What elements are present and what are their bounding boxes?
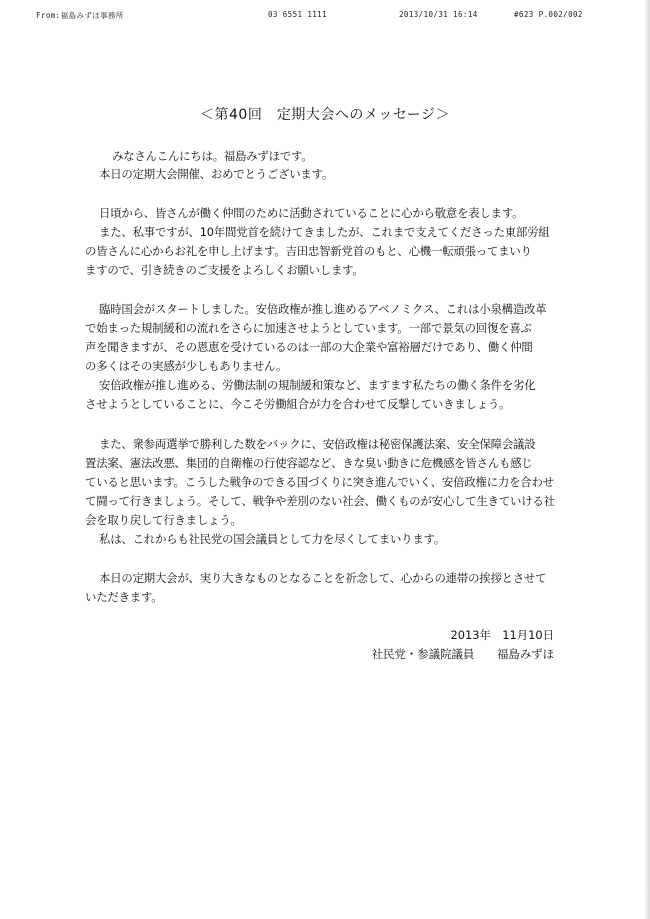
body-line: で始まった規制緩和の流れをさらに加速させようとしています。一部で景気の回復を喜ぶ [85,321,532,335]
body-line: 会を取り戻して行きましょう。 [85,513,242,527]
page-edge [644,0,650,919]
fax-header [0,10,650,24]
body-line: 日頃から、皆さんが働く仲間のために活動されていることに心から敬意を表します。 [99,206,524,220]
fax-phone: 03 6551 1111 [268,10,327,19]
body-line: の多くはその実感が少しもありません。 [85,359,288,373]
signature: 社民党・参議院議員 福島みずほ [371,647,554,661]
fax-datetime: 2013/10/31 16:14 [399,10,478,19]
body-line: て闘って行きましょう。そして、戦争や差別のない社会、働くものが安心して生きていける社 [85,494,555,508]
body-line: させようとしていることに、今こそ労働組合が力を合わせて反撃していきましょう。 [85,397,511,411]
fax-sender: From:福島みずほ事務所 [36,11,124,20]
body-line: ますので、引き続きのご支援をよろしくお願いします。 [85,263,364,277]
body-line: 本日の定期大会開催、おめでとうございます。 [99,167,334,181]
body-line: 私は、これからも社民党の国会議員として力を尽くしてまいります。 [99,532,445,546]
body-line: 本日の定期大会が、実り大きなものとなることを祈念して、心からの連帯の挨拶とさせて [99,571,547,585]
body-line: ていると思います。こうした戦争のできる国づくりに突き進んでいく、安倍政権に力を合わせ [85,475,554,489]
body-line: 安倍政権が推し進める、労働法制の規制緩和策など、ますます私たちの働く条件を劣化 [99,378,536,392]
body-line: また、衆参両選挙で勝利した数をバックに、安倍政権は秘密保護法案、安全保障会議設 [99,437,536,451]
fax-page-number: #623 P.002/002 [514,10,583,19]
body-line: いただきます。 [85,590,163,604]
document-title: ＜第40回 定期大会へのメッセージ＞ [200,107,450,123]
body-line: また、私事ですが、10年間党首を続けてきましたが、これまで支えてくださった東部労組 [99,225,550,239]
body-line: 置法案、憲法改悪、集団的自衛権の行使容認など、きな臭い動きに危機感を皆さんも感じ [85,456,533,470]
body-line: みなさんこんにちは。福島みずほです。 [112,149,313,163]
body-line: 声を聞きますが、その恩恵を受けているのは一部の大企業や富裕層だけであり、働く仲間 [85,340,533,354]
body-line: の皆さんに心からお礼を申し上げます。吉田忠智新党首のもと、心機一転頑張ってまいり [85,244,532,258]
body-line: 臨時国会がスタートしました。安倍政権が推し進めるアベノミクス、これは小泉構造改革 [99,302,547,316]
letter-date: 2013年 11月10日 [450,628,554,642]
